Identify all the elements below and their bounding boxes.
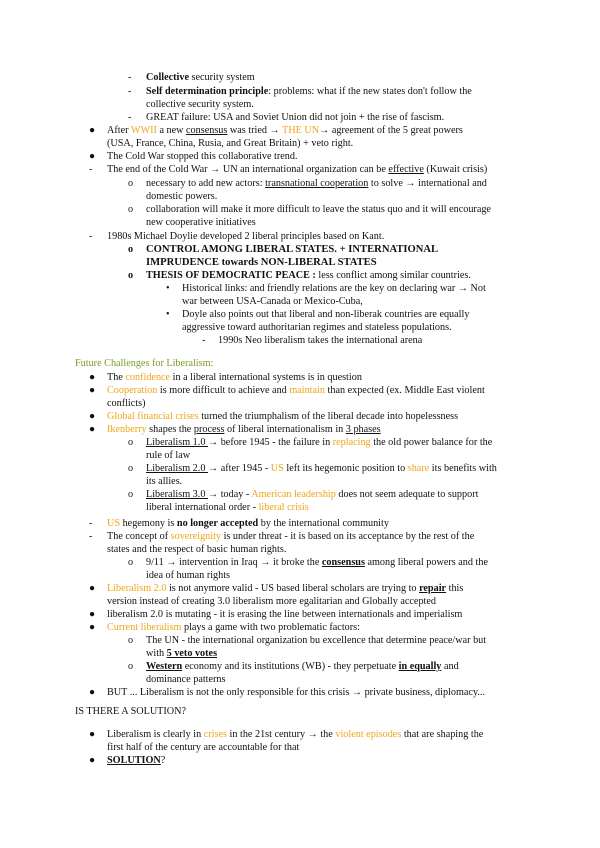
- text-line: 1990s Neo liberalism takes the international arena: [218, 335, 423, 346]
- sub-marker: o: [128, 635, 134, 646]
- text-line: After WWII a new consensus was tried → THE UN→ agreement of the 5 great powers: [107, 125, 463, 136]
- text-line: Historical links: and friendly relations are the key on declaring war → Not: [182, 283, 486, 294]
- text-line: necessary to add new actors: transnational cooperation to solve → international and: [146, 178, 487, 189]
- text-line: 1980s Michael Doylie developed 2 liberal principles based on Kant.: [107, 231, 385, 242]
- text-line: Western economy and its institutions (WB) - they perpetuate in equally and: [146, 661, 459, 672]
- text-line: Liberalism 1.0 → before 1945 - the failure in replacing the old power balance for the: [146, 437, 493, 448]
- text-line: Current liberalism plays a game with two problematic factors:: [107, 622, 360, 633]
- small-bullet-marker: •: [166, 283, 170, 294]
- text-line: Liberalism 3.0 → today - American leadership does not seem adequate to support: [146, 489, 479, 500]
- section-heading-solution: IS THERE A SOLUTION?: [75, 706, 187, 717]
- text-line: SOLUTION?: [107, 755, 166, 766]
- text-line: aggressive toward authoritarian regimes and stateless populations.: [182, 322, 452, 333]
- sub-marker: o: [128, 437, 134, 448]
- sub-marker: o: [128, 270, 134, 281]
- text-line: Liberalism 2.0 → after 1945 - US left its hegemonic position to share its benefits with: [146, 463, 497, 474]
- text-line: US hegemony is no longer accepted by the international community: [107, 518, 389, 529]
- sub-marker: o: [128, 463, 134, 474]
- sub-marker: o: [128, 244, 134, 255]
- text-line: The confidence in a liberal international systems is in question: [107, 372, 362, 383]
- bullet-marker: ●: [89, 609, 96, 620]
- bullet-marker: ●: [89, 125, 96, 136]
- text-line: The concept of sovereignity is under threat - it is based on its acceptance by the rest of the: [107, 531, 475, 542]
- bullet-marker: ●: [89, 372, 96, 383]
- text-line: BUT ... Liberalism is not the only responsible for this crisis → private business, diplomacy...: [107, 687, 486, 698]
- dash-marker: -: [202, 335, 206, 346]
- text-line: with 5 veto votes: [146, 648, 218, 659]
- text-line: Liberalism 2.0 is not anymore valid - US based liberal scholars are trying to repair this: [107, 583, 464, 594]
- text-line: version instead of creating 3.0 liberalism more egalitarian and Globally accepted: [107, 596, 436, 607]
- text-line: rule of law: [146, 450, 191, 461]
- dash-marker: -: [89, 518, 93, 529]
- sub-marker: o: [128, 204, 134, 215]
- small-bullet-marker: •: [166, 309, 170, 320]
- dash-marker: -: [89, 531, 93, 542]
- dash-marker: -: [128, 72, 132, 83]
- text-line: collaboration will make it more difficult to leave the status quo and it will encourage: [146, 204, 491, 215]
- text-line: IMPRUDENCE towards NON-LIBERAL STATES: [146, 257, 377, 268]
- text-line: dominance patterns: [146, 674, 226, 685]
- sub-marker: o: [128, 661, 134, 672]
- bullet-marker: ●: [89, 583, 96, 594]
- text-line: liberal international order - liberal crisis: [146, 502, 309, 513]
- text-line: collective security system.: [146, 99, 254, 110]
- dash-marker: -: [89, 231, 93, 242]
- bullet-marker: ●: [89, 385, 96, 396]
- text-line: states and the respect of basic human rights.: [107, 544, 287, 555]
- text-line: war between USA-Canada or Mexico-Cuba,: [182, 296, 363, 307]
- section-heading-future-challenges: Future Challenges for Liberalism:: [75, 358, 214, 369]
- text-line: Collective security system: [146, 72, 255, 83]
- sub-marker: o: [128, 557, 134, 568]
- bullet-marker: ●: [89, 151, 96, 162]
- sub-marker: o: [128, 178, 134, 189]
- bullet-marker: ●: [89, 424, 96, 435]
- bullet-marker: ●: [89, 622, 96, 633]
- text-line: idea of human rights: [146, 570, 231, 581]
- text-line: liberalism 2.0 is mutating - it is erasing the line between internationals and imperialism: [107, 609, 463, 620]
- bullet-marker: ●: [89, 411, 96, 422]
- sub-marker: o: [128, 489, 134, 500]
- text-line: The end of the Cold War → UN an international organization can be effective (Kuwait crisis): [107, 164, 488, 175]
- text-line: THESIS OF DEMOCRATIC PEACE : less conflict among similar countries.: [146, 270, 471, 281]
- text-line: Global financial crises turned the triumphalism of the liberal decade into hopelessness: [107, 411, 459, 422]
- text-line: Ikenberry shapes the process of liberal internationalism in 3 phases: [107, 424, 381, 435]
- text-line: Doyle also points out that liberal and non-liberak countries are equally: [182, 309, 470, 320]
- text-line: its allies.: [146, 476, 183, 487]
- text-line: conflicts): [107, 398, 146, 409]
- text-line: Self determination principle: problems: what if the new states don't follow the: [146, 86, 472, 97]
- text-line: CONTROL AMONG LIBERAL STATES. + INTERNATIONAL: [146, 244, 439, 255]
- text-line: domestic powers.: [146, 191, 218, 202]
- dash-marker: -: [89, 164, 93, 175]
- text-line: GREAT failure: USA and Soviet Union did not join + the rise of fascism.: [146, 112, 445, 123]
- dash-marker: -: [128, 112, 132, 123]
- text-line: new cooperative initiatives: [146, 217, 256, 228]
- text-line: The Cold War stopped this collaborative trend.: [107, 151, 298, 162]
- text-line: The UN - the international organization bu excellence that determine peace/war but: [146, 635, 487, 646]
- text-line: 9/11 → intervention in Iraq → it broke the consensus among liberal powers and the: [146, 557, 488, 568]
- text-line: Liberalism is clearly in crises in the 21st century → the violent episodes that are shaping the: [107, 729, 484, 740]
- text-line: (USA, France, China, Rusia, and Great Britain) + veto right.: [107, 138, 354, 149]
- text-line: first half of the century are accountable for that: [107, 742, 300, 753]
- bullet-marker: ●: [89, 687, 96, 698]
- text-line: Cooperation is more difficult to achieve and maintain than expected (ex. Middle East violent: [107, 385, 485, 396]
- bullet-marker: ●: [89, 729, 96, 740]
- dash-marker: -: [128, 86, 132, 97]
- bullet-marker: ●: [89, 755, 96, 766]
